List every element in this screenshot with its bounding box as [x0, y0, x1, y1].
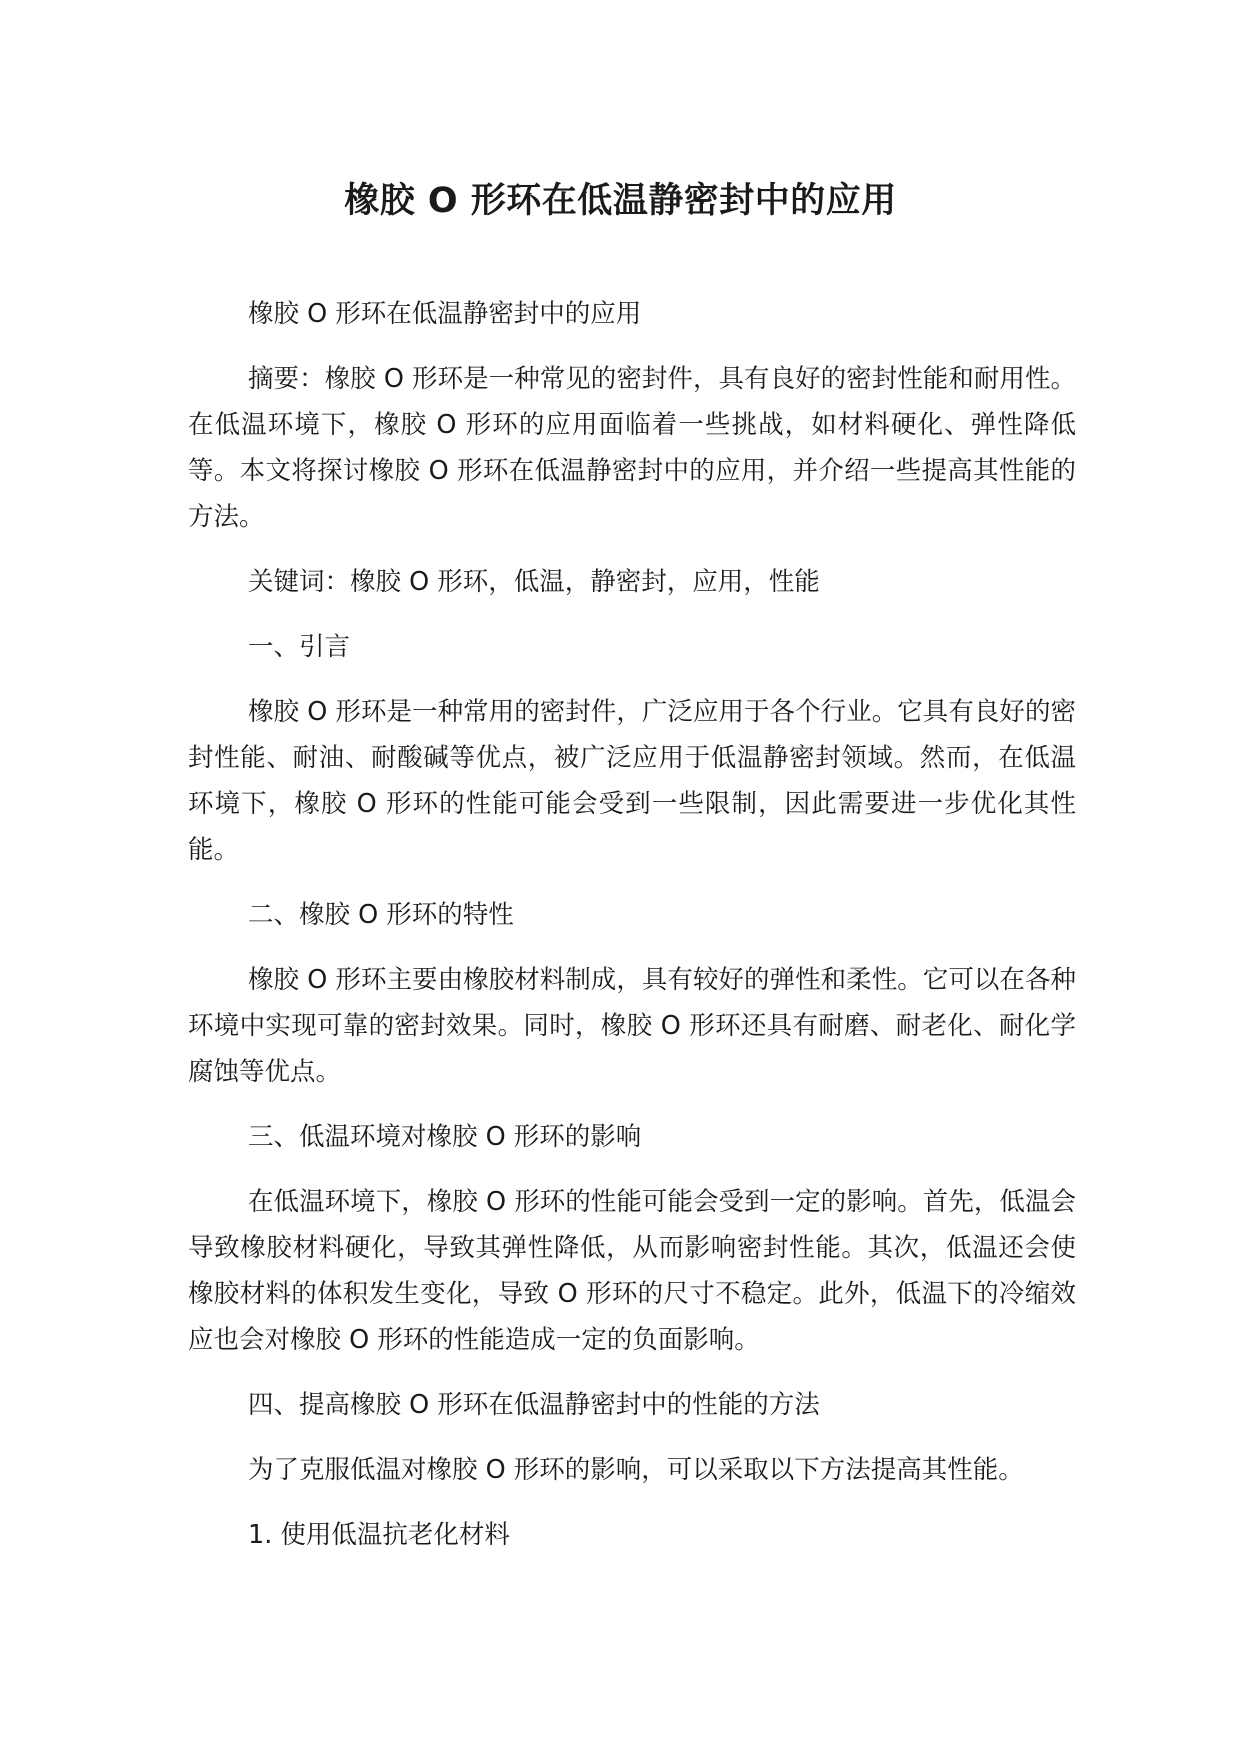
paragraph-abstract: 摘要：橡胶 O 形环是一种常见的密封件，具有良好的密封性能和耐用性。在低温环境下，橡胶 O 形环的应用面临着一些挑战，如材料硬化、弹性降低等。本文将探讨橡胶 O 形环在低温静密封中的应用，并介绍一些提高其性能的方法。	[188, 364, 1076, 532]
paragraph-subtitle: 橡胶 O 形环在低温静密封中的应用	[248, 299, 642, 329]
paragraph-properties: 橡胶 O 形环主要由橡胶材料制成，具有较好的弹性和柔性。它可以在各种环境中实现可靠的密封效果。同时，橡胶 O 形环还具有耐磨、耐老化、耐化学腐蚀等优点。	[188, 965, 1076, 1087]
paragraph-methods-intro: 为了克服低温对橡胶 O 形环的影响，可以采取以下方法提高其性能。	[248, 1455, 1024, 1485]
section-heading-low-temp-effects: 三、低温环境对橡胶 O 形环的影响	[248, 1122, 642, 1152]
paragraph-low-temp-effects: 在低温环境下，橡胶 O 形环的性能可能会受到一定的影响。首先，低温会导致橡胶材料硬化，导致其弹性降低，从而影响密封性能。其次，低温还会使橡胶材料的体积发生变化，导致 O 形环的尺寸不稳定。此外，低温下的冷缩效应也会对橡胶 O 形环的性能造成一定的负面影响。	[188, 1187, 1076, 1355]
document-body	[188, 291, 1076, 1577]
paragraph-introduction: 橡胶 O 形环是一种常用的密封件，广泛应用于各个行业。它具有良好的密封性能、耐油、耐酸碱等优点，被广泛应用于低温静密封领域。然而，在低温环境下，橡胶 O 形环的性能可能会受到一些限制，因此需要进一步优化其性能。	[188, 697, 1076, 865]
section-heading-introduction: 一、引言	[248, 632, 351, 662]
list-item-method-1: 1. 使用低温抗老化材料	[248, 1520, 510, 1550]
section-heading-methods: 四、提高橡胶 O 形环在低温静密封中的性能的方法	[248, 1390, 820, 1420]
paragraph-keywords: 关键词：橡胶 O 形环，低温，静密封，应用，性能	[248, 567, 820, 597]
document-title: 橡胶 O 形环在低温静密封中的应用	[344, 181, 897, 221]
section-heading-properties: 二、橡胶 O 形环的特性	[248, 900, 514, 930]
